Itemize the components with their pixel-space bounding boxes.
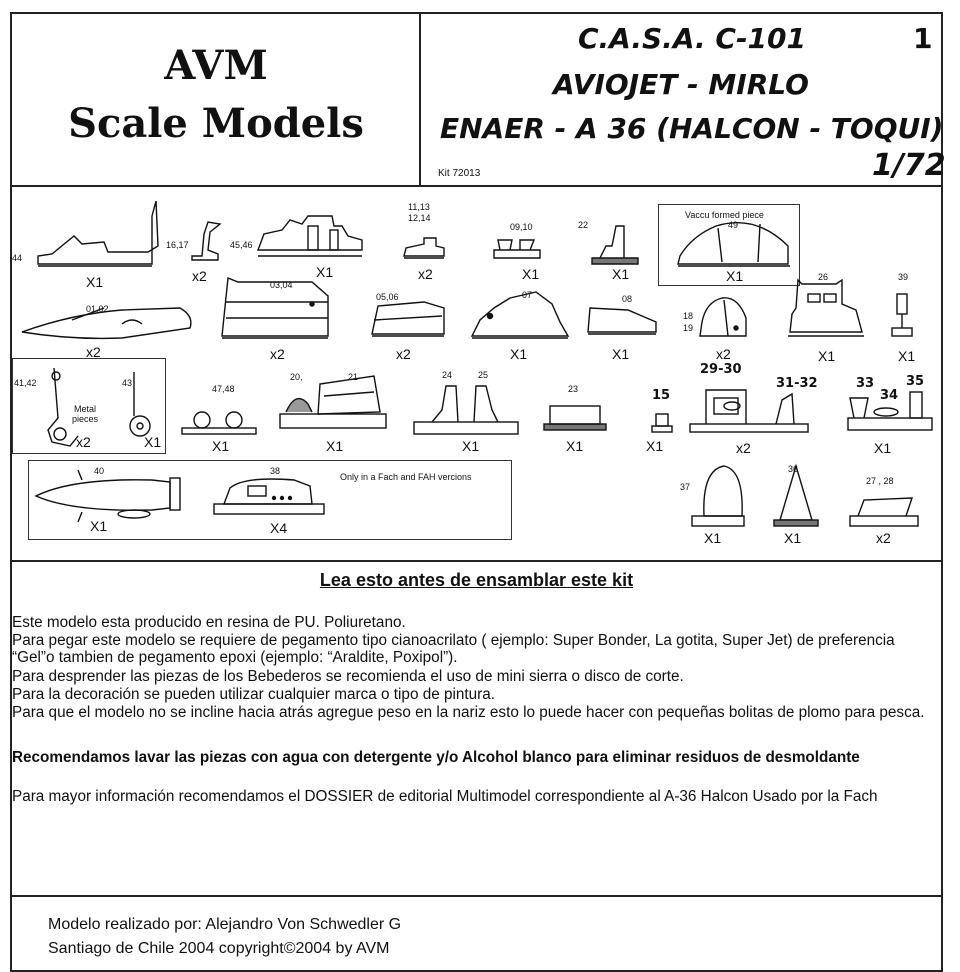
instruction-line-2: Para pegar este modelo se requiere de pegamento tipo cianoacrilato ( ejemplo: Super Bonder, La gotita, Super Jet) de preferencia “Gel”o tambien de pegamento epoxi (ejemplo: “Araldite, Poxipol”). [12,632,895,666]
title-line-3: ENAER - A 36 (HALCON - TOQUI) [440,112,944,145]
part-number-08: 08 [622,294,633,304]
metal-pieces-label: Metal pieces [72,404,99,424]
part-20-21 [280,376,386,428]
title-line-2: AVIOJET - MIRLO [553,68,809,101]
part-number-43: 43 [122,378,133,388]
page-number: 1 [913,22,933,55]
part-40-drop-tank [36,470,180,522]
quantity-16-17: x2 [192,268,207,284]
part-number-25: 25 [478,370,489,380]
part-15 [652,414,672,432]
part-27-28 [850,498,918,526]
part-number-16-17: 16,17 [166,240,189,250]
part-26 [788,280,864,336]
part-number-18-19: 18 19 [683,311,694,333]
quantity-05-06: x2 [396,346,411,362]
part-number-34: 34 [880,388,899,403]
quantity-26: X1 [818,348,836,364]
quantity-44: X1 [86,274,104,290]
part-number-11-14: 11,13 12,14 [408,202,431,223]
quantity-03-04: x2 [270,346,285,362]
quantity-07: X1 [510,346,528,362]
instruction-line-1: Este modelo esta producido en resina de PU. Poliuretano. [12,614,406,631]
part-16-17 [192,222,220,260]
part-24-25 [414,386,518,434]
quantity-38: X4 [270,520,288,536]
instruction-line-3: Para desprender las piezas de los Bebederos se recomienda el uso de mini sierra o disco de corte. [12,668,684,685]
part-number-35: 35 [906,374,925,389]
part-09-10 [494,240,540,258]
part-29-32 [690,390,808,432]
part-18-19 [700,298,746,336]
part-41-42-gear-leg [48,368,78,446]
part-number-38: 38 [270,466,281,476]
part-38-instrument-panel [214,479,324,514]
part-number-41-42: 41,42 [14,378,37,388]
quantity-33-35: X1 [874,440,892,456]
quantity-27-28: x2 [876,530,891,546]
part-number-29-30: 29-30 [700,362,742,377]
part-37-nose-cone [692,466,744,526]
part-number-05-06: 05,06 [376,292,399,302]
part-number-15: 15 [652,388,671,403]
part-45-46-seat-rail [258,216,362,256]
quantity-23: X1 [566,438,584,454]
part-47-48 [182,412,256,434]
quantity-41-42: x2 [76,434,91,450]
part-number-07: 07 [522,290,533,300]
part-number-26: 26 [818,272,829,282]
instructions-heading: Lea esto antes de ensamblar este kit [319,570,634,590]
part-08 [588,308,656,334]
scale: 1/72 [872,148,946,183]
part-number-01-02: 01,02 [86,304,109,314]
part-number-27-28: 27 , 28 [866,476,894,486]
quantity-40: X1 [90,518,108,534]
part-number-09-10: 09,10 [510,222,533,232]
part-number-49: 49 [728,220,739,230]
brand-line-2: Scale Models [68,100,364,147]
fach-only-label: Only in a Fach and FAH vercions [340,472,472,482]
part-number-40: 40 [94,466,105,476]
part-number-21: 21 [348,372,359,382]
part-number-03-04: 03,04 [270,280,293,290]
instruction-bold-line: Recomendamos lavar las piezas con agua con detergente y/o Alcohol blanco para eliminar residuos de desmoldante [12,749,860,766]
parts-drawings [12,186,942,558]
instructions-bottom-line [10,895,943,897]
part-number-33: 33 [856,376,875,391]
quantity-09-10: X1 [522,266,540,282]
quantity-24-25: X1 [462,438,480,454]
quantity-29-32: x2 [736,440,751,456]
part-36-tail-cone [774,466,818,526]
quantity-01-02: x2 [86,344,101,360]
part-number-47-48: 47,48 [212,384,235,394]
quantity-45-46: X1 [316,264,334,280]
quantity-22: X1 [612,266,630,282]
part-39 [892,294,912,336]
instruction-last-line: Para mayor información recomendamos el DOSSIER de editorial Multimodel correspondiente al A-36 Halcon Usado por la Fach [12,788,878,805]
part-22 [592,226,638,264]
part-number-45-46: 45,46 [230,240,253,250]
part-44-canopy-frame [38,201,158,266]
credit-line-2: Santiago de Chile 2004 copyright©2004 by AVM [48,940,390,957]
parts-bottom-line [10,560,943,562]
credit-line-1: Modelo realizado por: Alejandro Von Schwedler G [48,916,402,933]
instruction-line-4: Para la decoración se pueden utilizar cualquier marca o tipo de pintura. [12,686,495,703]
header-divider [419,12,421,186]
title-line-1: C.A.S.A. C-101 [578,22,807,55]
quantity-15: X1 [646,438,664,454]
part-43-gear-wheel [130,372,150,436]
part-number-37: 37 [680,482,691,492]
part-05-06 [372,302,444,336]
quantity-36: X1 [784,530,802,546]
part-07 [472,292,568,338]
quantity-18-19: x2 [716,346,731,362]
part-number-24: 24 [442,370,453,380]
brand-line-1: AVM [164,42,268,89]
part-number-39: 39 [898,272,909,282]
part-number-44: 44 [12,253,23,263]
part-11-14 [404,238,444,258]
vacuum-formed-label: Vaccu formed piece [685,210,764,220]
quantity-37: X1 [704,530,722,546]
quantity-11-14: x2 [418,266,433,282]
part-number-20: 20, [290,372,303,382]
part-number-36: 36 [788,464,799,474]
quantity-49: X1 [726,268,744,284]
quantity-43: X1 [144,434,162,450]
part-number-22: 22 [578,220,589,230]
quantity-08: X1 [612,346,630,362]
part-23 [544,406,606,430]
instruction-line-5: Para que el modelo no se incline hacia atrás agregue peso en la nariz esto lo puede hacer con pequeñas bolitas de plomo para pesca. [12,704,925,721]
part-number-23: 23 [568,384,579,394]
quantity-20-21: X1 [326,438,344,454]
quantity-47-48: X1 [212,438,230,454]
part-number-31-32: 31-32 [776,376,818,391]
quantity-39: X1 [898,348,916,364]
kit-number: Kit 72013 [438,168,481,179]
